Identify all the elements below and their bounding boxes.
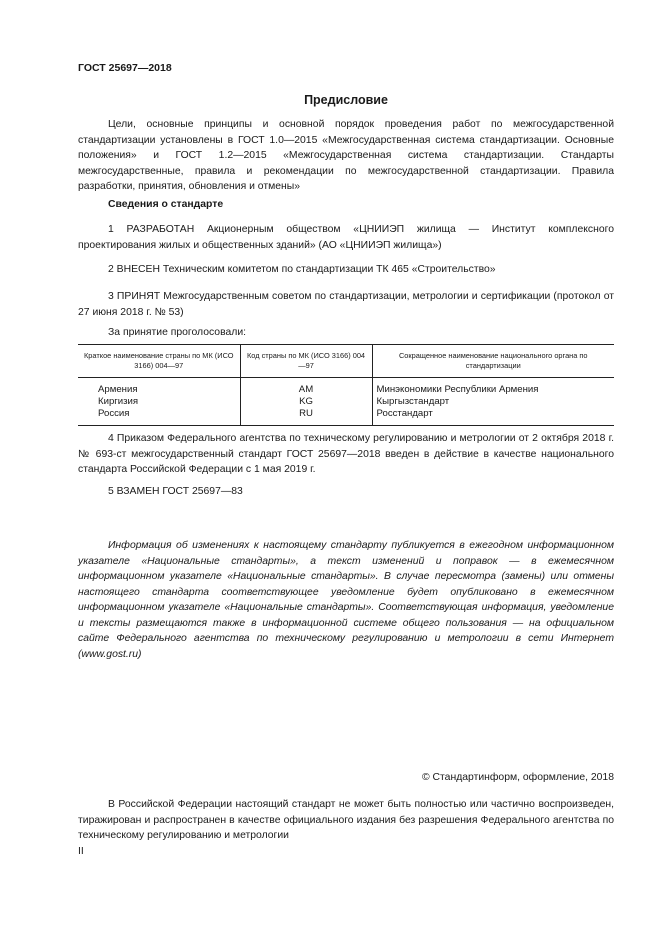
voting-table	[78, 344, 614, 426]
item-4-order: 4 Приказом Федерального агентства по техническому регулированию и метрологии от 2 октября 2018 г. № 693-ст межгосударственный стандарт ГОСТ 25697—2018 введен в действие в качестве национального стандарта Российской Федерации с 1 мая 2019 г.	[78, 433, 614, 475]
item-3-adopted: 3 ПРИНЯТ Межгосударственным советом по стандартизации, метрологии и сертификации (протокол от 27 июня 2018 г. № 53)	[78, 291, 614, 318]
code-cell: RU	[240, 408, 372, 426]
country-cell: Киргизия	[98, 396, 139, 407]
body-cell: Кыргызстандарт	[372, 396, 614, 408]
about-heading: Сведения о стандарте	[108, 199, 224, 210]
header-body: Сокращенное наименование национального органа по стандартизации	[372, 345, 614, 378]
country-cell: Россия	[78, 408, 240, 426]
copyright: © Стандартинформ, оформление, 2018	[421, 772, 614, 783]
code-cell: AM	[240, 378, 372, 397]
code-cell: KG	[240, 396, 372, 408]
document-id: ГОСТ 25697—2018	[78, 62, 172, 74]
table-row	[78, 378, 614, 397]
info-note: Информация об изменениях к настоящему стандарту публикуется в ежегодном информационном указателе «Национальные стандарты», а текст изменений и поправок — в ежемесячном информационном указателе «Национальные стандарты». В случае пересмотра (замены) или отмены настоящего стандарта соответствующее уведомление будет опубликовано в ежемесячном информационном указателе «Национальные стандарты». Соответствующая информация, уведомление и тексты размещаются также в информационной системе общего пользования — на официальном сайте Федерального агентства по техническому регулированию и метрологии в сети Интернет (www.gost.ru)	[78, 540, 614, 660]
item-1-developed: 1 РАЗРАБОТАН Акционерным обществом «ЦНИИЭП жилища — Институт комплексного проектирования жилых и общественных зданий» (АО «ЦНИИЭП жилища»)	[78, 224, 614, 251]
table-row	[78, 396, 614, 408]
voted-label: За принятие проголосовали:	[108, 327, 247, 338]
body-cell: Минэкономики Республики Армения	[372, 378, 614, 397]
item-5-replaces: 5 ВЗАМЕН ГОСТ 25697—83	[108, 486, 243, 497]
header-code: Код страны по МК (ИСО 3166) 004—97	[240, 345, 372, 378]
table-row	[78, 408, 614, 426]
body-cell: Росстандарт	[372, 408, 614, 426]
item-2-introduced: 2 ВНЕСЕН Техническим комитетом по стандартизации ТК 465 «Строительство»	[108, 264, 496, 275]
page-number: II	[78, 846, 84, 857]
page-title: Предисловие	[304, 93, 388, 107]
country-cell: Армения	[98, 384, 138, 395]
table-header-row	[78, 345, 614, 378]
intro-paragraph: Цели, основные принципы и основной порядок проведения работ по межгосударственной стандартизации установлены в ГОСТ 1.0—2015 «Межгосударственная система стандартизации. Основные положения» и ГОСТ 1.2—2015 «Межгосударственная система стандартизации. Стандарты межгосударственные, правила и рекомендации по межгосударственной стандартизации. Правила разработки, принятия, обновления и отмены»	[78, 119, 614, 192]
header-country: Краткое наименование страны по МК (ИСО 3166) 004—97	[78, 345, 240, 378]
rights-notice: В Российской Федерации настоящий стандарт не может быть полностью или частично воспроизведен, тиражирован и распространен в качестве официального издания без разрешения Федерального агентства по техническому регулированию и метрологии	[78, 799, 614, 841]
